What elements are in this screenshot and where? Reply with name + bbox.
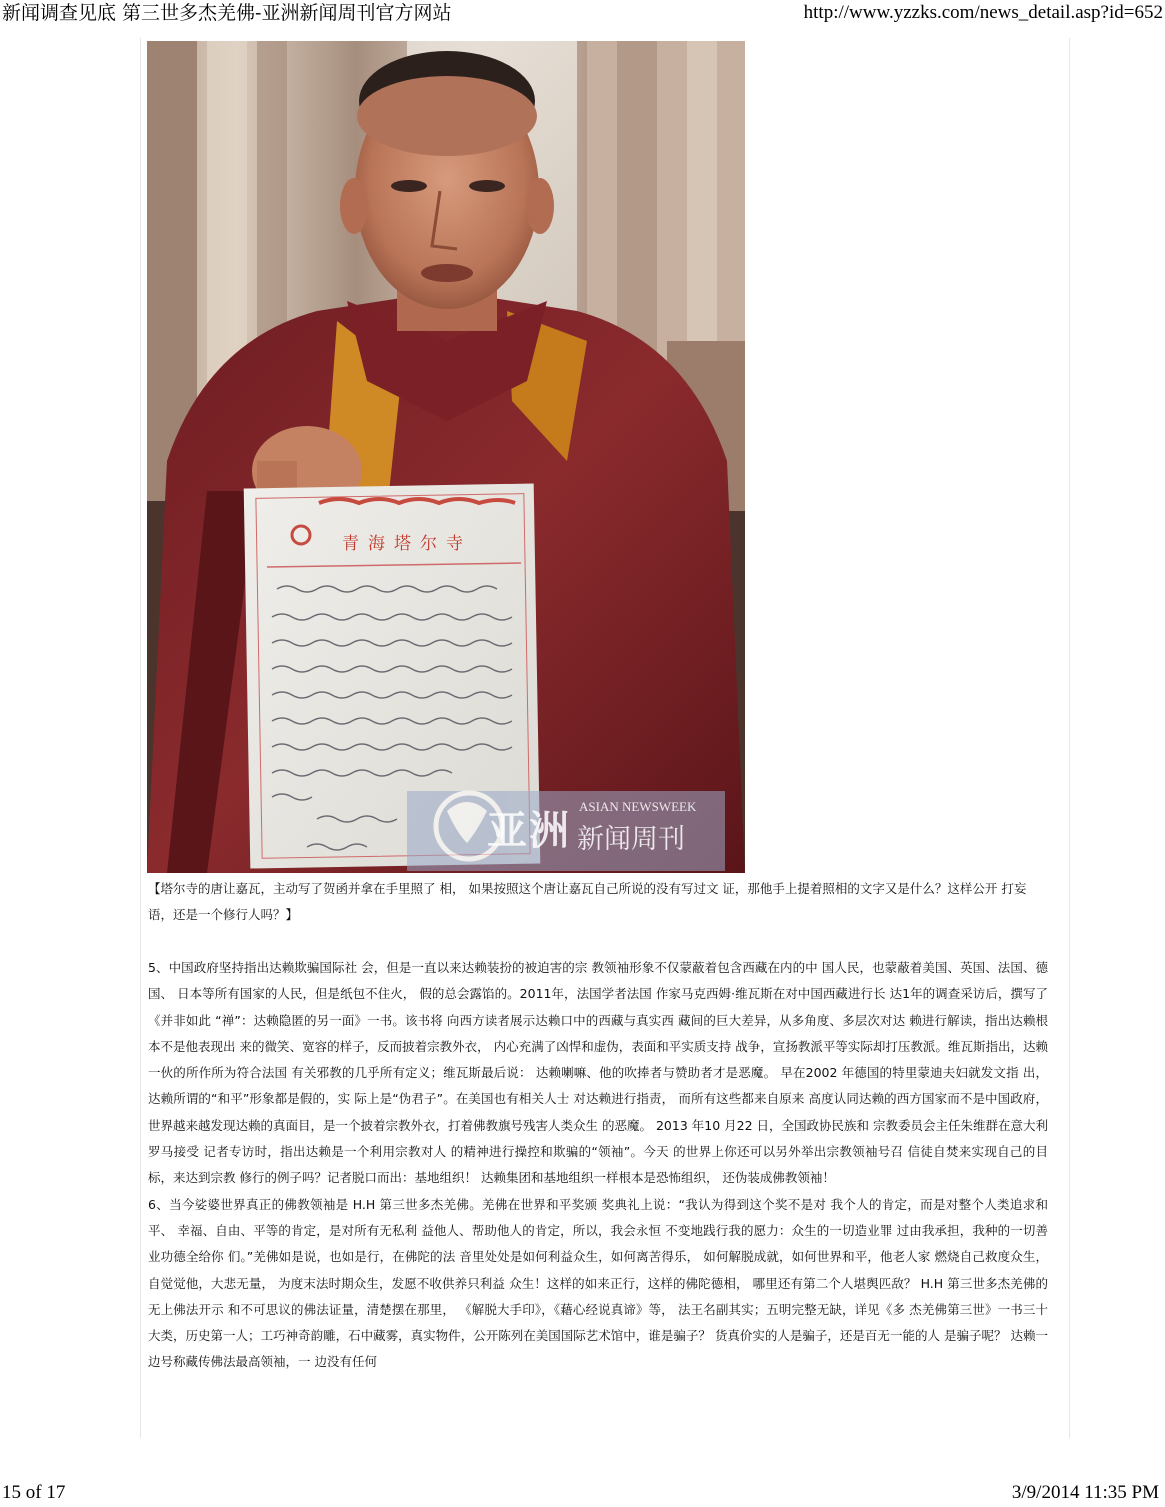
photo-caption: 【塔尔寺的唐让嘉瓦，主动写了贺函并拿在手里照了 相， 如果按照这个唐让嘉瓦自己所说的没有写过文 证，那他手上提着照相的文字又是什么？这样公开 打妄语，还是一个修行人吗？】 bbox=[148, 881, 1027, 922]
paragraph-6: 6、当今娑婆世界真正的佛教领袖是 H.H 第三世多杰羌佛。羌佛在世界和平奖颁 奖典礼上说：“我认为得到这个奖不是对 我个人的肯定，而是对整个人类追求和平、 幸福、自由、平等的肯定，是对所有无私利 益他人、帮助他人的肯定，所以，我会永恒 不变地践行我的愿力：众生的一切造业罪 过由我承担，我种的一切善业功德全给你 们。”羌佛如是说，也如是行，在佛陀的法 音里处处是如何利益众生，如何离苦得乐， 如何解脱成就，如何世界和平，他老人家 燃烧自己救度众生，自觉觉他，大悲无量， 为度末法时期众生，发愿不收供养只利益 众生！这样的如来正行，这样的佛陀德相， 哪里还有第二个人堪舆匹敌？ H.H 第三世多杰羌佛的无上佛法开示 和不可思议的佛法证量，清楚摆在那里， 《解脱大手印》，《藉心经说真谛》等， 法王名副其实；五明完整无缺，详见《多 杰羌佛第三世》一书三十大类，历史第一人；工巧神奇韵雕，石中藏雾，真实物件，公开陈列在美国国际艺术馆中，谁是骗子？ 货真价实的人是骗子，还是百无一能的人 是骗子呢？ 达赖一边号称藏传佛法最高领袖，一 边没有任何 bbox=[148, 1196, 1048, 1370]
page-title: 新闻调查见底 第三世多杰羌佛-亚洲新闻周刊官方网站 bbox=[2, 2, 452, 24]
print-datetime: 3/9/2014 11:35 PM bbox=[1011, 1482, 1159, 1503]
article-photo bbox=[147, 41, 745, 873]
photo-illustration bbox=[147, 41, 745, 873]
letterhead-title: 青海塔尔寺 bbox=[342, 534, 472, 554]
print-header bbox=[0, 0, 1165, 30]
watermark-english: ASIAN NEWSWEEK bbox=[579, 799, 697, 814]
watermark-subtitle: 新闻周刊 bbox=[577, 824, 685, 855]
paragraph-5: 5、中国政府坚持指出达赖欺骗国际社 会，但是一直以来达赖装扮的被迫害的宗 教领袖形象不仅蒙蔽着包含西藏在内的中 国人民，也蒙蔽着美国、英国、法国、德国、 日本等所有国家的人民，但是纸包不住火， 假的总会露馅的。2011年，法国学者法国 作家马克西姆·维瓦斯在对中国西藏进行长 达1年的调查采访后，撰写了《并非如此 “禅”：达赖隐匿的另一面》一书。该书将 向西方读者展示达赖口中的西藏与真实西 藏间的巨大差异，从多角度、多层次对达 赖进行解读，指出达赖根本不是他表现出 来的微笑、宽容的样子，反而披着宗教外衣， 内心充满了凶悍和虚伪，表面和平实质支持 战争，宣扬教派平等实际却打压教派。维瓦斯指出，达赖一伙的所作所为符合法国 有关邪教的几乎所有定义；维瓦斯最后说： 达赖喇嘛、他的吹捧者与赞助者才是恶魔。 早在2002 年德国的特里蒙迪夫妇就发文指 出，达赖所谓的“和平”形象都是假的，实 际上是“伪君子”。在美国也有相关人士 对达赖进行指责， 而所有这些都来自原来 高度认同达赖的西方国家而不是中国政府， 世界越来越发现达赖的真面目，是一个披着宗教外衣，打着佛教旗号残害人类众生 的恶魔。 2013 年10 月22 日，全国政协民族和 宗教委员会主任朱维群在意大利罗马接受 记者专访时，指出达赖是一个利用宗教对人 的精神进行操控和欺骗的“领袖”。今天 的世界上你还可以另外举出宗教领袖号召 信徒自焚来实现自己的目标，来达到宗教 修行的例子吗？记者脱口而出：基地组织！ 达赖集团和基地组织一样根本是恐怖组织， 还伪装成佛教领袖！ bbox=[148, 960, 1048, 1186]
print-footer bbox=[0, 1480, 1165, 1507]
page-number: 15 of 17 bbox=[2, 1482, 66, 1503]
watermark-logo bbox=[487, 793, 737, 869]
watermark-chinese: 亚洲 bbox=[487, 808, 571, 854]
page-url: http://www.yzzks.com/news_detail.asp?id=652 bbox=[803, 2, 1163, 23]
article-body bbox=[148, 955, 1048, 1376]
